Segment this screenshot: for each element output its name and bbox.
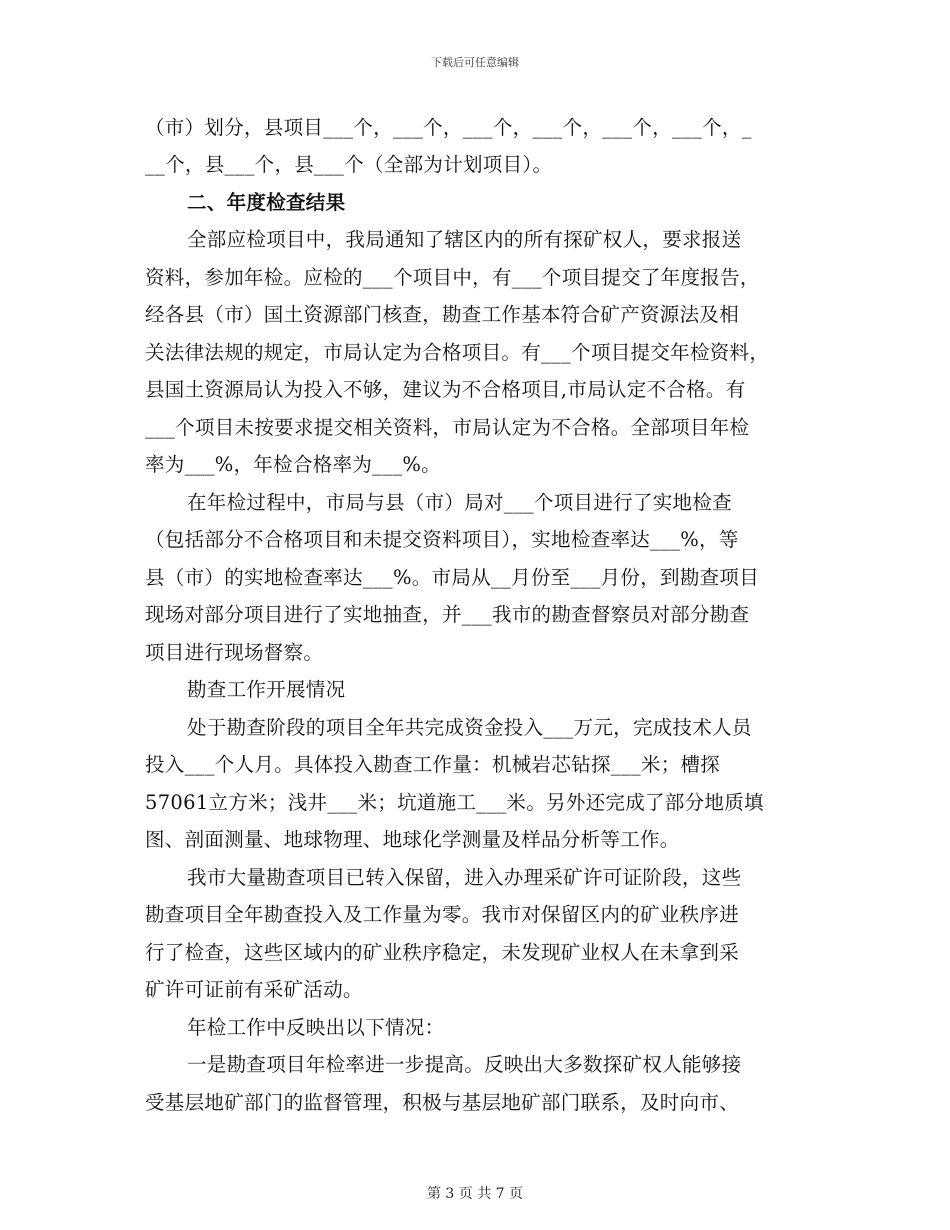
paragraph-line: 年检工作中反映出以下情况： [187,1016,445,1039]
paragraph-line: 项目进行现场督察。 [145,641,324,664]
paragraph-line: 资料，参加年检。应检的___个项目中，有___个项目提交了年度报告， [145,266,760,289]
paragraph-line: 率为___%，年检合格率为___%。 [145,453,441,476]
paragraph-line: 县国土资源局认为投入不够，建议为不合格项目,市局认定不合格。有 [145,378,746,401]
page-header: 下载后可任意编辑 [431,56,519,69]
paragraph-line: ___个项目未按要求提交相关资料，市局认定为不合格。全部项目年检 [145,416,750,439]
paragraph-line: 图、剖面测量、地球物理、地球化学测量及样品分析等工作。 [145,828,680,851]
paragraph-line: 投入___个人月。具体投入勘查工作量：机械岩芯钻探___米；槽探 [145,753,721,776]
paragraph-line: 处于勘查阶段的项目全年共完成资金投入___万元，完成技术人员 [187,716,752,739]
paragraph-line: 一是勘查项目年检率进一步提高。反映出大多数探矿权人能够接 [187,1053,742,1076]
paragraph-line: （包括部分不合格项目和未提交资料项目），实地检查率达___%，等 [145,528,739,551]
paragraph-line: 现场对部分项目进行了实地抽查，并___我市的勘查督察员对部分勘查 [145,603,750,626]
paragraph-line: 行了检查，这些区域内的矿业秩序稳定，未发现矿业权人在未拿到采 [145,941,740,964]
paragraph-line: 经各县（市）国土资源部门核查，勘查工作基本符合矿产资源法及相 [145,303,740,326]
paragraph-line: （市）划分，县项目___个，___个，___个，___个，___个，___个，_ [145,116,752,139]
paragraph-line: 在年检过程中，市局与县（市）局对___个项目进行了实地检查 [187,491,732,514]
paragraph-line: 关法律法规的规定，市局认定为合格项目。有___个项目提交年检资料， [145,341,770,364]
subheading: 勘查工作开展情况 [187,678,346,701]
paragraph-line: __个，县___个，县___个（全部为计划项目）。 [145,153,553,176]
paragraph-line: 县（市）的实地检查率达___%。市局从__月份至___月份，到勘查项目 [145,566,760,589]
section-heading: 二、年度检查结果 [187,191,346,214]
page-footer: 第 3 页 共 7 页 [426,1186,524,1202]
paragraph-line: 我市大量勘查项目已转入保留，进入办理采矿许可证阶段，这些 [187,866,742,889]
paragraph-line: 全部应检项目中，我局通知了辖区内的所有探矿权人，要求报送 [187,228,742,251]
paragraph-line: 57061立方米；浅井___米；坑道施工___米。另外还完成了部分地质填 [145,791,764,814]
paragraph-line: 受基层地矿部门的监督管理，积极与基层地矿部门联系，及时向市、 [145,1091,740,1114]
paragraph-line: 矿许可证前有采矿活动。 [145,978,363,1001]
paragraph-line: 勘查项目全年勘查投入及工作量为零。我市对保留区内的矿业秩序进 [145,903,740,926]
